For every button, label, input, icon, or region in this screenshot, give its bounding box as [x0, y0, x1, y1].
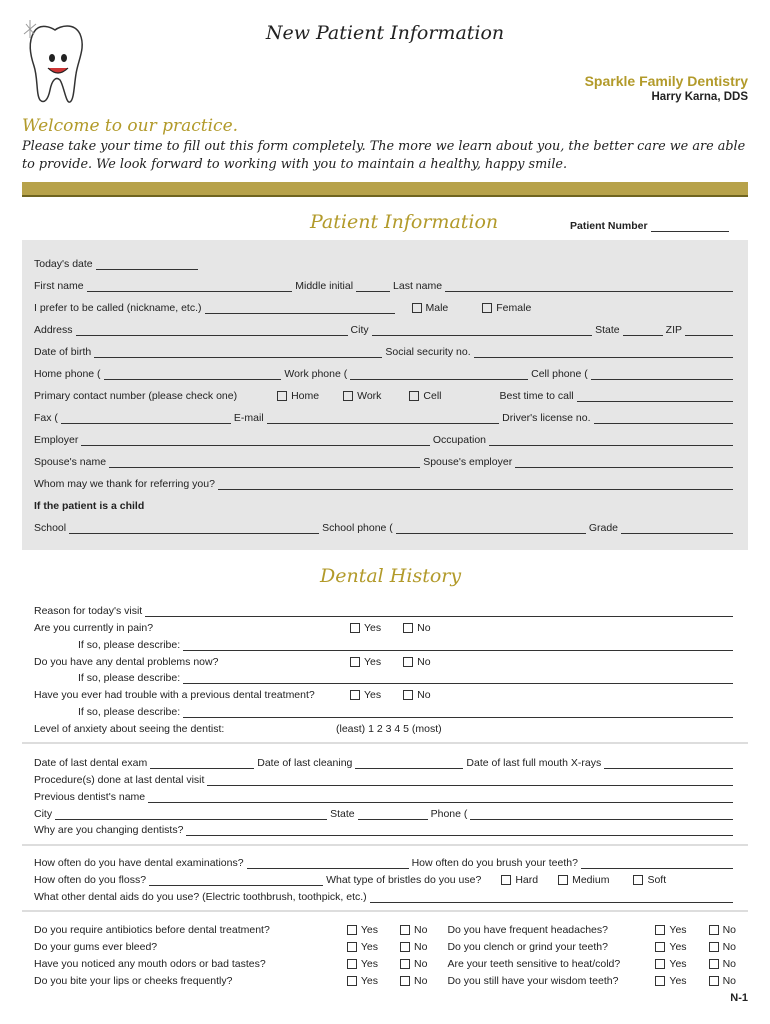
zip-field[interactable]: [685, 325, 733, 336]
home-phone-field[interactable]: [104, 369, 282, 380]
fax-field[interactable]: [61, 413, 231, 424]
why-changing-field[interactable]: [186, 825, 733, 836]
bristles-hard[interactable]: Hard: [501, 874, 538, 886]
middle-initial-field[interactable]: [356, 281, 390, 292]
trouble-no[interactable]: No: [403, 689, 430, 701]
dentist-phone-field[interactable]: [470, 809, 733, 820]
antibiotics-no[interactable]: No: [400, 924, 427, 936]
last-cleaning-field[interactable]: [355, 758, 463, 769]
contact-cell-option[interactable]: Cell: [409, 390, 441, 402]
row-floss: How often do you floss? What type of bristles do you use? Hard Medium Soft: [34, 874, 667, 886]
wisdom-no[interactable]: No: [709, 975, 736, 987]
contact-home-option[interactable]: Home: [277, 390, 319, 402]
divider-2: [22, 844, 748, 846]
last-name-field[interactable]: [445, 281, 733, 292]
row-antibiotics: Do you require antibiotics before dental treatment? Yes No Do you have frequent headaches? Yes No: [34, 924, 736, 936]
row-trouble-describe: If so, please describe:: [78, 704, 736, 718]
headaches-yes[interactable]: Yes: [655, 924, 686, 936]
last-exam-field[interactable]: [150, 758, 254, 769]
referral-field[interactable]: [218, 479, 733, 490]
female-option[interactable]: Female: [482, 302, 531, 314]
problems-yes[interactable]: Yes: [350, 656, 381, 668]
email-field[interactable]: [267, 413, 499, 424]
row-gums: Do your gums ever bleed? Yes No Do you clench or grind your teeth? Yes No: [34, 941, 736, 953]
patient-number: Patient Number: [570, 220, 732, 232]
row-name: First name Middle initial Last name: [34, 278, 736, 292]
dental-section-title: Dental History: [320, 565, 462, 587]
row-reason: Reason for today's visit: [34, 603, 736, 617]
best-time-field[interactable]: [577, 391, 733, 402]
child-heading: If the patient is a child: [34, 500, 145, 512]
row-spouse: Spouse's name Spouse's employer: [34, 454, 736, 468]
gums-no[interactable]: No: [400, 941, 427, 953]
contact-work-option[interactable]: Work: [343, 390, 381, 402]
row-fax: Fax ( E-mail Driver's license no.: [34, 410, 736, 424]
patient-section-title: Patient Information: [310, 211, 499, 233]
city-field[interactable]: [372, 325, 593, 336]
pain-no[interactable]: No: [403, 622, 430, 634]
wisdom-yes[interactable]: Yes: [655, 975, 686, 987]
practice-name: Sparkle Family Dentistry: [584, 73, 748, 89]
nickname-field[interactable]: [205, 303, 395, 314]
row-phones: Home phone ( Work phone ( Cell phone (: [34, 366, 736, 380]
divider-3: [22, 910, 748, 912]
row-todays-date: Today's date: [34, 256, 736, 270]
employer-field[interactable]: [81, 435, 430, 446]
headaches-no[interactable]: No: [709, 924, 736, 936]
odors-no[interactable]: No: [400, 958, 427, 970]
floss-freq-field[interactable]: [149, 875, 323, 886]
spouse-name-field[interactable]: [109, 457, 420, 468]
row-dob: Date of birth Social security no.: [34, 344, 736, 358]
pain-yes[interactable]: Yes: [350, 622, 381, 634]
trouble-yes[interactable]: Yes: [350, 689, 381, 701]
bristles-soft[interactable]: Soft: [633, 874, 666, 886]
todays-date-field[interactable]: [96, 259, 198, 270]
row-referral: Whom may we thank for referring you?: [34, 476, 736, 490]
school-phone-field[interactable]: [396, 523, 586, 534]
state-field[interactable]: [623, 325, 663, 336]
antibiotics-yes[interactable]: Yes: [347, 924, 378, 936]
dob-field[interactable]: [94, 347, 382, 358]
row-primary-contact: Primary contact number (please check one) Home Work Cell Best time to call: [34, 388, 736, 402]
exam-freq-field[interactable]: [247, 858, 409, 869]
clench-yes[interactable]: Yes: [655, 941, 686, 953]
sensitive-no[interactable]: No: [709, 958, 736, 970]
row-bite: Do you bite your lips or cheeks frequently? Yes No Do you still have your wisdom teeth? Yes No: [34, 975, 736, 987]
brush-freq-field[interactable]: [581, 858, 733, 869]
clench-no[interactable]: No: [709, 941, 736, 953]
sensitive-yes[interactable]: Yes: [655, 958, 686, 970]
aids-field[interactable]: [370, 892, 733, 903]
address-field[interactable]: [76, 325, 348, 336]
row-anxiety: Level of anxiety about seeing the dentist: (least) 1 2 3 4 5 (most): [34, 723, 442, 735]
problems-no[interactable]: No: [403, 656, 430, 668]
bite-yes[interactable]: Yes: [347, 975, 378, 987]
row-trouble: Have you ever had trouble with a previous dental treatment? Yes No: [34, 689, 431, 701]
row-problems-describe: If so, please describe:: [78, 670, 736, 684]
divider-1: [22, 742, 748, 744]
row-pain-describe: If so, please describe:: [78, 637, 736, 651]
dentist-city-field[interactable]: [55, 809, 327, 820]
last-xrays-field[interactable]: [604, 758, 733, 769]
row-procedures: Procedure(s) done at last dental visit: [34, 772, 736, 786]
dentist-state-field[interactable]: [358, 809, 428, 820]
row-why-changing: Why are you changing dentists?: [34, 822, 736, 836]
cell-phone-field[interactable]: [591, 369, 733, 380]
row-nickname: I prefer to be called (nickname, etc.) Male Female: [34, 302, 532, 314]
row-address: Address City State ZIP: [34, 322, 736, 336]
reason-field[interactable]: [145, 606, 733, 617]
row-frequency: How often do you have dental examinations? How often do you brush your teeth?: [34, 855, 736, 869]
grade-field[interactable]: [621, 523, 733, 534]
bite-no[interactable]: No: [400, 975, 427, 987]
spouse-employer-field[interactable]: [515, 457, 733, 468]
row-prev-dentist: Previous dentist's name: [34, 789, 736, 803]
first-name-field[interactable]: [87, 281, 293, 292]
work-phone-field[interactable]: [350, 369, 528, 380]
row-school: School School phone ( Grade: [34, 520, 736, 534]
gums-yes[interactable]: Yes: [347, 941, 378, 953]
row-employer: Employer Occupation: [34, 432, 736, 446]
problems-describe-field[interactable]: [183, 673, 733, 684]
license-field[interactable]: [594, 413, 733, 424]
page-title: New Patient Information: [265, 22, 505, 44]
occupation-field[interactable]: [489, 435, 733, 446]
row-problems: Do you have any dental problems now? Yes No: [34, 656, 431, 668]
row-dentist-location: City State Phone (: [34, 806, 736, 820]
prev-dentist-field[interactable]: [148, 792, 733, 803]
pain-describe-field[interactable]: [183, 640, 733, 651]
row-odors: Have you noticed any mouth odors or bad tastes? Yes No Are your teeth sensitive to heat/cold? Yes No: [34, 958, 736, 970]
anxiety-scale[interactable]: (least) 1 2 3 4 5 (most): [336, 723, 442, 735]
procedures-field[interactable]: [207, 775, 733, 786]
ssn-field[interactable]: [474, 347, 733, 358]
page-code: N-1: [730, 992, 748, 1004]
trouble-describe-field[interactable]: [183, 707, 733, 718]
row-pain: Are you currently in pain? Yes No: [34, 622, 431, 634]
bristles-medium[interactable]: Medium: [558, 874, 609, 886]
school-field[interactable]: [69, 523, 319, 534]
row-last-dates: Date of last dental exam Date of last cleaning Date of last full mouth X-rays: [34, 755, 736, 769]
patient-number-field[interactable]: [651, 221, 729, 232]
odors-yes[interactable]: Yes: [347, 958, 378, 970]
doctor-name: Harry Karna, DDS: [651, 91, 748, 103]
intro-text: Please take your time to fill out this form completely. The more we learn about you, the better care we are able to provide. We look forward to working with you to maintain a healthy, happy smile.: [22, 139, 746, 172]
male-option[interactable]: Male: [412, 302, 449, 314]
row-aids: What other dental aids do you use? (Electric toothbrush, toothpick, etc.): [34, 889, 736, 903]
welcome-heading: Welcome to our practice.: [22, 116, 239, 136]
header-bar: [22, 182, 748, 197]
